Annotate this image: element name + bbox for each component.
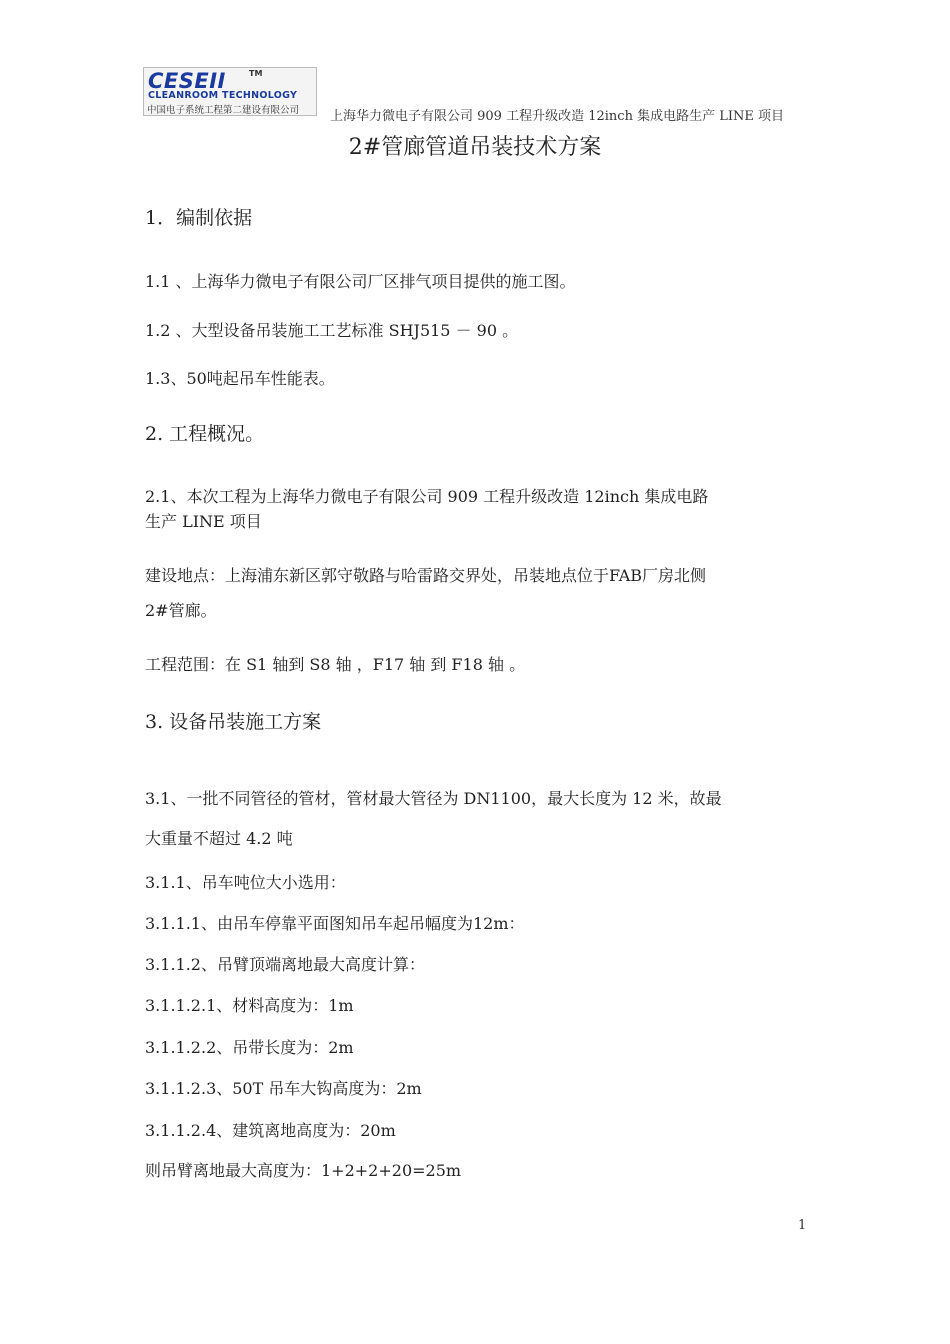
paragraph-3-1-1-2-2: 3.1.1.2.2、吊带长度为：2m	[145, 1038, 354, 1057]
paragraph-2-1-line2: 生产 LINE 项目	[145, 512, 262, 531]
paragraph-1-1: 1.1 、上海华力微电子有限公司厂区排气项目提供的施工图。	[145, 272, 576, 291]
location-line2: 2#管廊。	[145, 601, 217, 620]
paragraph-2-1-line1: 2.1、本次工程为上海华力微电子有限公司 909 工程升级改造 12inch 集成电路	[145, 487, 709, 506]
document-title: 2#管廊管道吊装技术方案	[348, 135, 602, 160]
logo-trademark: TM	[249, 69, 263, 78]
section-heading-1: 1．编制依据	[145, 207, 253, 229]
location-line1: 建设地点：上海浦东新区郭守敬路与哈雷路交界处，吊装地点位于FAB厂房北侧	[145, 566, 707, 585]
result-paragraph: 则吊臂离地最大高度为：1+2+2+20=25m	[145, 1161, 462, 1180]
logo-mark	[147, 69, 315, 103]
paragraph-3-1-1-1: 3.1.1.1、由吊车停靠平面图知吊车起吊幅度为12m：	[145, 914, 525, 933]
section-heading-2: 2. 工程概况。	[145, 423, 265, 445]
logo-wordmark: CESEII	[148, 69, 226, 93]
paragraph-3-1-1-2: 3.1.1.2、吊臂顶端离地最大高度计算：	[145, 955, 425, 974]
paragraph-3-1-1-2-3: 3.1.1.2.3、50T 吊车大钩高度为：2m	[145, 1079, 422, 1098]
logo-company-name: 中国电子系统工程第二建设有限公司	[147, 105, 300, 116]
page-number: 1	[798, 1218, 807, 1233]
section-heading-3: 3. 设备吊装施工方案	[145, 711, 322, 733]
paragraph-3-1-1-2-4: 3.1.1.2.4、建筑离地高度为：20m	[145, 1121, 396, 1140]
paragraph-1-3: 1.3、50吨起吊车性能表。	[145, 369, 335, 388]
paragraph-3-1-line1: 3.1、一批不同管径的管材，管材最大管径为 DN1100，最大长度为 12 米，故最	[145, 789, 722, 808]
header-project-name: 上海华力微电子有限公司 909 工程升级改造 12inch 集成电路生产 LINE 项目	[330, 109, 784, 124]
scope-paragraph: 工程范围：在 S1 轴到 S8 轴 ，F17 轴 到 F18 轴 。	[145, 655, 526, 674]
paragraph-3-1-line2: 大重量不超过 4.2 吨	[145, 829, 293, 848]
paragraph-3-1-1: 3.1.1、吊车吨位大小选用：	[145, 873, 346, 892]
company-logo	[143, 67, 317, 116]
logo-subtitle: CLEANROOM TECHNOLOGY	[148, 90, 298, 101]
paragraph-3-1-1-2-1: 3.1.1.2.1、材料高度为：1m	[145, 996, 354, 1015]
paragraph-1-2: 1.2 、大型设备吊装施工工艺标准 SHJ515 － 90 。	[145, 321, 519, 340]
